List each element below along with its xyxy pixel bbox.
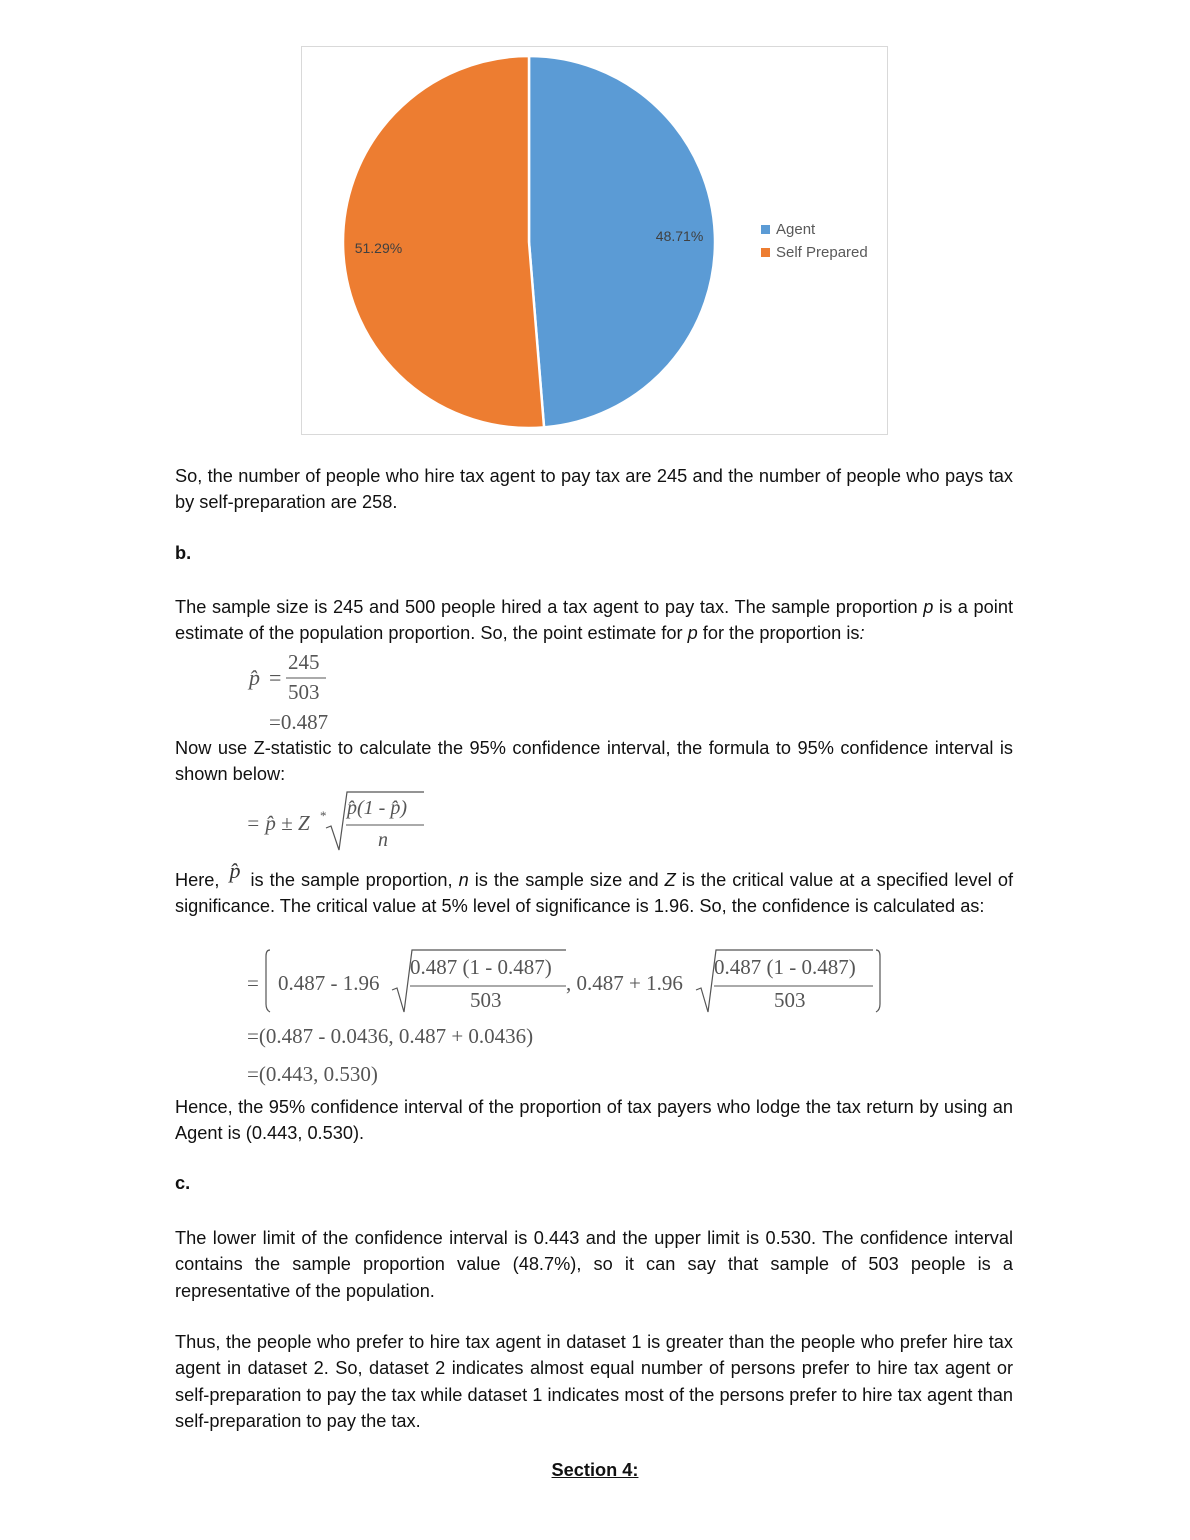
paragraph-point-estimate-part1: The sample size is 245 and 500 people hired a tax agent to pay tax. The sample proportion [175,597,924,617]
heading-c: c. [175,1173,191,1193]
equation-point-estimate-svg [240,648,380,736]
eq2-star: * [320,808,327,823]
eq1-numerator: 245 [288,650,320,674]
paragraph-point-estimate-part3: for the proportion is [697,623,860,644]
eq2-lhs: = p̂ ± Z [246,811,310,835]
symbol-p: p [923,597,934,617]
eq2-denominator: n [378,829,388,851]
equation-point-estimate [240,648,380,736]
data-label-agent: 48.71% [655,227,704,244]
eq3-upper-left: , 0.487 + 1.96 [566,971,683,995]
paragraph-here-part2: is the sample proportion, [244,870,459,890]
eq3-denominator-2: 503 [774,988,806,1012]
paragraph-z-statistic: Now use Z-statistic to calculate the 95% confidence interval, the formula to 95% confidence interval is shown below: [175,738,1013,785]
eq3-line3: =(0.443, 0.530) [247,1062,378,1086]
eq1-equals: = [269,665,282,690]
symbol-n: n [458,870,469,890]
paragraph-here-part1: Here, [175,870,226,890]
eq3-right-paren [876,950,880,1012]
paragraph-counts: So, the number of people who hire tax agent to pay tax are 245 and the number of people who pays tax by self-preparation are 258. [175,466,1013,513]
equation-ci-formula-svg [240,788,440,854]
symbol-p: p [687,623,698,644]
paragraph-point-estimate [175,594,1013,647]
eq3-numerator-2: 0.487 (1 - 0.487) [714,955,856,979]
eq2-numerator: p̂(1 - p̂) [347,797,407,819]
symbol-phat: p̂ [229,858,241,883]
legend-swatch-agent [761,225,770,234]
equation-ci-calculation-svg [240,946,900,1092]
eq1-result: =0.487 [269,710,329,734]
paragraph-limits: The lower limit of the confidence interval is 0.443 and the upper limit is 0.530. The confidence interval contains the sample proportion value (48.7%), so it can say that sample of 503 people is a representative of the population. [175,1228,1013,1301]
paragraph-point-estimate-part2: is a point estimate of the population proportion. So, the point estimate for [175,597,1013,644]
chart-legend [761,218,868,264]
colon: : [859,623,865,644]
legend-label-self-prepared: Self Prepared [776,244,868,261]
eq3-left-paren [266,950,270,1012]
eq1-phat: p̂ [249,665,260,690]
eq3-denominator-1: 503 [470,988,502,1012]
equation-ci-formula [240,788,440,854]
legend-item-self-prepared [761,241,868,264]
legend-swatch-self-prepared [761,248,770,257]
eq3-line2: =(0.487 - 0.0436, 0.487 + 0.0436) [247,1024,534,1048]
legend-item-agent [761,218,868,241]
paragraph-here-part4: is the critical value at a specified level of significance. The critical value at 5% level of significance is 1.96. So, the confidence is calculated as: [175,870,1013,917]
paragraph-here [175,858,1013,920]
heading-b: b. [175,543,192,563]
equation-ci-calculation [240,946,900,1092]
data-label-self-prepared: 51.29% [354,240,403,257]
eq3-equals: = [247,971,259,995]
paragraph-conclusion: Thus, the people who prefer to hire tax agent in dataset 1 is greater than the people who prefer hire tax agent in dataset 2. So, dataset 2 indicates almost equal number of persons prefer to hire tax agent or self-preparation to pay the tax while dataset 1 indicates most of the persons prefer to hire tax agent than self-preparation to pay the tax. [175,1332,1013,1431]
symbol-z: Z [664,870,676,890]
section-title: Section 4: [551,1460,639,1480]
eq3-numerator-1: 0.487 (1 - 0.487) [410,955,552,979]
eq1-denominator: 503 [288,680,320,704]
eq3-lower-left: 0.487 - 1.96 [278,971,380,995]
pie-chart [301,46,888,435]
legend-label-agent: Agent [776,221,816,238]
paragraph-hence: Hence, the 95% confidence interval of the proportion of tax payers who lodge the tax return by using an Agent is (0.443, 0.530). [175,1097,1013,1144]
paragraph-here-part3: is the sample size and [468,870,665,890]
